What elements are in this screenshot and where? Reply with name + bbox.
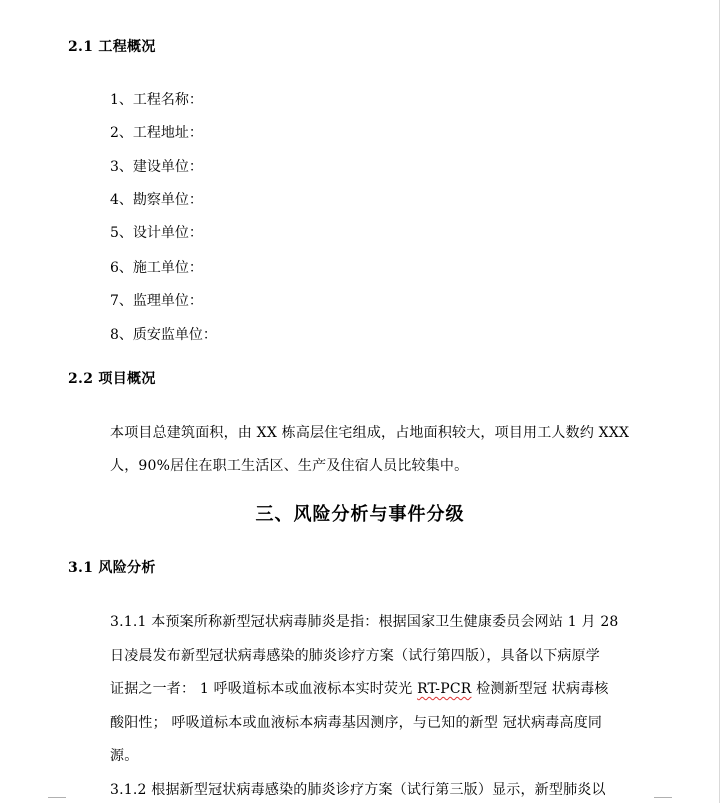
risk-text-segment: 证据之一者： 1 呼吸道标本或血液标本实时荧光 [110,681,418,697]
project-info-item: 7、监理单位： [110,293,203,309]
project-info-item: 5、设计单位： [110,225,203,241]
page-corner-mark [48,797,66,798]
project-info-item: 1、工程名称： [110,92,203,108]
risk-paragraph-line: 酸阳性； 呼吸道标本或血液标本病毒基因测序，与已知的新型 冠状病毒高度同 [110,715,603,731]
page-corner-mark [654,797,672,798]
risk-text-segment: 检测新型冠 状病毒核 [471,681,609,697]
overview-paragraph-line: 人，90%居住在职工生活区、生产及住宿人员比较集中。 [110,458,469,474]
project-info-item: 2、工程地址： [110,125,203,141]
risk-paragraph-line [110,678,609,698]
project-info-item: 3、建设单位： [110,159,203,175]
section-2-2-heading: 2.2 项目概况 [68,371,156,387]
section-2-1-heading: 2.1 工程概况 [68,39,156,55]
project-info-item: 8、质安监单位： [110,327,217,343]
project-info-item: 6、施工单位： [110,260,203,276]
chapter-3-title: 三、风险分析与事件分级 [255,504,465,525]
overview-paragraph-line: 本项目总建筑面积，由 XX 栋高层住宅组成，占地面积较大，项目用工人数约 XXX [110,425,630,441]
section-3-1-heading: 3.1 风险分析 [68,560,156,576]
risk-paragraph-line: 源。 [110,748,139,764]
risk-paragraph-line: 3.1.1 本预案所称新型冠状病毒肺炎是指：根据国家卫生健康委员会网站 1 月 28 [110,614,619,630]
project-info-item: 4、勘察单位： [110,192,203,208]
risk-paragraph-2-line: 3.1.2 根据新型冠状病毒感染的肺炎诊疗方案（试行第三版）显示，新型肺炎以 [110,782,606,798]
risk-paragraph-line: 日凌晨发布新型冠状病毒感染的肺炎诊疗方案（试行第四版），具备以下病原学 [110,648,600,664]
rt-pcr-term: RT-PCR [417,681,472,697]
